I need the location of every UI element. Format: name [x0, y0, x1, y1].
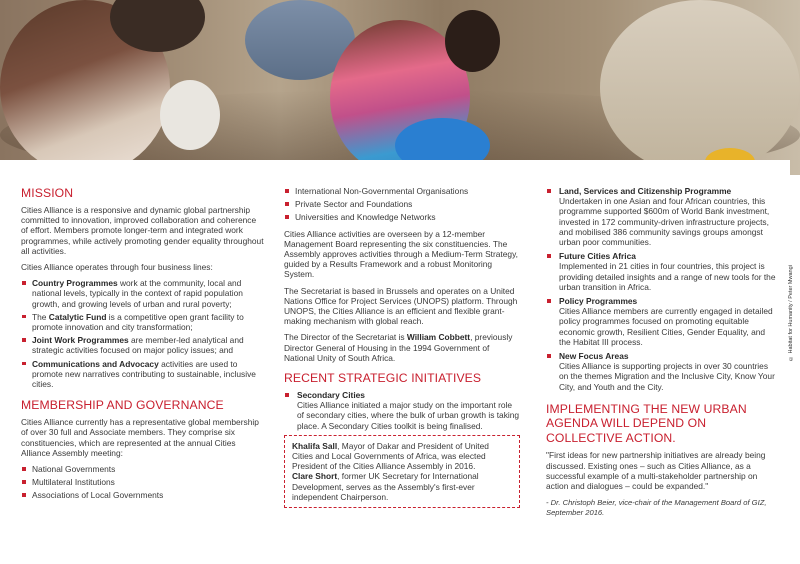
bullet-icon: [22, 480, 26, 484]
bullet-icon: [285, 393, 289, 397]
bullet-icon: [285, 202, 289, 206]
column-middle: [284, 186, 520, 508]
list-item: Multilateral Institutions: [21, 477, 265, 487]
initiative-policy-programmes: Policy Programmes Cities Alliance members are currently engaged in detailed policy programmes focused on promoting equitable economic growth, Resilient Cities, Gender Equality, and the Habitat III process.: [546, 296, 778, 347]
list-item: National Governments: [21, 464, 265, 474]
bullet-icon: [22, 362, 26, 366]
initiative-secondary-cities: Secondary Cities Cities Alliance initiated a major study on the important role of secondary cities, where the bulk of urban growth is taking place. A Secondary Cities toolkit is being finalised.: [284, 390, 520, 431]
list-item: Universities and Knowledge Networks: [284, 212, 520, 222]
bullet-icon: [285, 215, 289, 219]
photo-credit: © Habitat for Humanity / Peter Mwangi: [788, 265, 794, 361]
initiative-future-cities-africa: Future Cities Africa Implemented in 21 cities in four countries, this project is providing detailed insights and a range of new tools for the urban transition in Africa.: [546, 251, 778, 292]
column-left: [21, 186, 265, 507]
secretariat-paragraph: The Secretariat is based in Brussels and operates on a United Nations Office for Project Services (UNOPS) platform. Through UNOPS, the Cities Alliance is an efficient and flexible grant-making mechanism with global reach.: [284, 285, 518, 327]
list-item: Communications and Advocacy activities are used to promote new narratives contributing to sustainable, inclusive cities.: [21, 359, 265, 390]
bullet-icon: [285, 189, 289, 193]
bullet-icon: [547, 354, 551, 358]
photo-white-bucket: [160, 80, 220, 150]
column-right: [546, 186, 778, 523]
bullet-icon: [22, 467, 26, 471]
constituencies-list-part1: [21, 464, 265, 501]
initiatives-heading: RECENT STRATEGIC INITIATIVES: [284, 371, 482, 386]
agenda-heading: IMPLEMENTING THE NEW URBAN AGENDA WILL DEPEND ON COLLECTIVE ACTION.: [546, 401, 747, 445]
hero-photo: [0, 0, 800, 175]
list-item: The Catalytic Fund is a competitive open grant facility to promote innovation and city transformation;: [21, 312, 265, 332]
director-paragraph: The Director of the Secretariat is William Cobbett, previously Director General of Housing in the 1994 Government of National Unity of South Africa.: [284, 332, 513, 363]
list-item: Country Programmes work at the community, local and national levels, typically in the context of rapid population growth, and growing levels of urban and rural poverty;: [21, 278, 265, 309]
quote-attribution: - Dr. Christoph Beier, vice-chair of the Management Board of GIZ, September 2016.: [546, 498, 767, 517]
bullet-icon: [22, 315, 26, 319]
business-lines-intro: Cities Alliance operates through four business lines:: [21, 262, 213, 273]
management-board-paragraph: Cities Alliance activities are overseen by a 12-member Management Board representing the six constituencies. The Assembly approves activities through a Medium-Term Strategy, guided by a Results Framework and a robust Monitoring System.: [284, 228, 518, 280]
membership-heading: MEMBERSHIP AND GOVERNANCE: [21, 398, 224, 413]
bullet-icon: [22, 338, 26, 342]
mission-heading: MISSION: [21, 186, 74, 200]
bullet-icon: [22, 493, 26, 497]
bullet-icon: [22, 281, 26, 285]
business-lines-list: [21, 278, 265, 389]
photo-background-right: [600, 0, 800, 175]
leadership-note-box: Khalifa Sall, Mayor of Dakar and President of United Cities and Local Governments of Africa, was elected President of the Cities Alliance Assembly in 2016. Clare Short, former UK Secretary for International Development, serves as the Assembly's first-ever independent Chairperson.: [284, 435, 520, 508]
list-item: Private Sector and Foundations: [284, 199, 520, 209]
agenda-quote: "First ideas for new partnership initiatives are already being discussed. Existing ones – such as Cities Alliance, as a successful example of a multi-stakeholder partnership on action and dialogues – could be expanded.": [546, 450, 766, 491]
bullet-icon: [547, 189, 551, 193]
mission-paragraph: Cities Alliance is a responsive and dynamic global partnership committed to innovation, improved collaboration and coherence of effort. Members promote longer-term and integrated work programmes, while actively promoting gender equality throughout all activities.: [21, 205, 264, 256]
constituencies-list-part2: [284, 186, 520, 223]
list-item: International Non-Governmental Organisations: [284, 186, 520, 196]
bullet-icon: [547, 254, 551, 258]
photo-child-head: [445, 10, 500, 72]
list-item: Joint Work Programmes are member-led analytical and strategic activities focused on major policy issues; and: [21, 335, 265, 355]
list-item: Associations of Local Governments: [21, 490, 265, 500]
membership-paragraph: Cities Alliance currently has a representative global membership of over 30 full and Associate members. They comprise six constituencies, which are represented at the annual Cities Alliance Assembly meeting:: [21, 417, 259, 458]
bullet-icon: [547, 299, 551, 303]
initiative-new-focus-areas: New Focus Areas Cities Alliance is supporting projects in over 30 countries on the themes Migration and the Inclusive City, Know Your City, and Youth and the City.: [546, 351, 778, 392]
initiative-land-services: Land, Services and Citizenship Programme Undertaken in one Asian and four African countries, this programme supported $600m of World Bank investment, invested in 172 community-driven infrastructure projects, and mobilised 386 community savings groups amongst urban poor communities.: [546, 186, 778, 247]
